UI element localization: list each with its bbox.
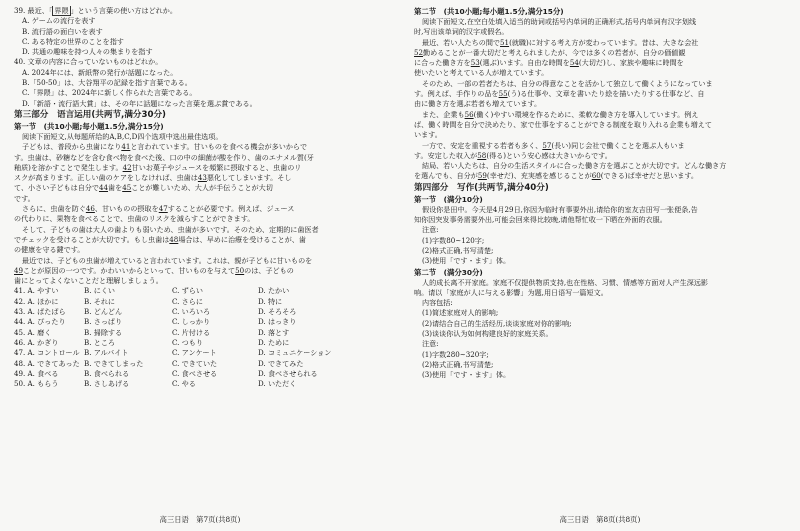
- left-page: [14, 6, 386, 525]
- content-item: (3)谈谈你认为如何构建良好的家庭关系。: [422, 329, 553, 339]
- option-row: 43. A. ぱたぱら B. どんどん C. いろいろ D. そろそろ: [14, 307, 297, 317]
- instructions: 阅读下面短文,在空白处填入适当的助词或括号内单词的正确形式,括号内单词有汉字划线: [422, 17, 697, 26]
- fill-passage: 最近、若い人たちの間で51(就職)に対する考え方が変わっています。昔は、大きな会社 52勤めることが一番大切だと考えられましたが、今では多くの若者が、自分の価値観 に合った働き方を53(選ぶ)います。自由な時間を54(大切だ)し、家族や趣味に時間を 使いたいと考えている人が増えています。 そのため、一部の若者たちは、自分の得意なことを活かして独立して働くようになっていま す。例えば、手作りの品を55(う)る仕事や、文章を書いたり絵を描いたりする仕事など、自 由に働き方を選ぶ若者も増えています。 また、企業も56(働く)やすい環境を作るために、柔軟な働き方を導入しています。例え ば、働く時間を自分で決めたり、家で仕事をすることができる制度を取り入れる企業も増えて います。 一方で、安定を重視する若者も多く、57(長い)同じ会社で働くことを選ぶ人もいま す。安定した収入が58(得る)という安心感は大きいからです。 結局、若い人たちは、自分の生活スタイルに合った働き方を選ぶことが大切です。どんな働き方 を選んでも、自分が59(幸せだ)、充実感を感じることが60(できる)ば幸せだと思います。: [414, 37, 727, 181]
- question-40: 40. 文章の内容に合っていないものはどれか。: [14, 57, 163, 67]
- q40-option: C.「界隈」は、2024年に新しく作られた言葉である。: [22, 88, 197, 98]
- note-item: (2)格式正确,书写清楚;: [422, 245, 494, 255]
- q40-option: B.「50-50」は、大谷翔平の記録を指す言葉である。: [22, 78, 192, 88]
- option-row: 45. A. 磨く B. 掃除する C. 片付ける D. 落とす: [14, 327, 290, 337]
- writing1-heading: 第一节 (满分10分): [414, 194, 483, 204]
- option-row: 42. A. ほかに B. それに C. さらに D. 特に: [14, 296, 283, 306]
- note-item: (1)字数80~120字;: [422, 235, 485, 245]
- option-row: 44. A. ぴったり B. さっぱり C. しっかり D. はっきり: [14, 317, 297, 327]
- q39-option: A. ゲームの流行を表す: [22, 16, 96, 26]
- q40-option: D.「新語・流行語大賞」は、その年に話題になった言葉を選ぶ賞である。: [22, 98, 257, 108]
- right-page: [414, 6, 786, 525]
- page-footer: 高三日语 第7页(共8页): [159, 515, 241, 524]
- page-footer: 高三日语 第8页(共8页): [559, 515, 641, 524]
- option-row: 47. A. コントロール B. アルバイト C. アンケート D. コミュニケーション: [14, 348, 332, 358]
- content-item: (1)简述家庭对人的影响;: [422, 308, 499, 318]
- note-item: (3)使用「です・ます」体。: [422, 256, 511, 266]
- option-row: 41. A. やすい B. にくい C. ずらい D. たかい: [14, 286, 290, 296]
- note-item: (3)使用「です・ます」体。: [422, 370, 511, 380]
- content-item: (2)请结合自己的生活经历,谈谈家庭对你的影响;: [422, 318, 572, 328]
- option-row: 50. A. もらう B. さしあげる C. やる D. いただく: [14, 379, 297, 389]
- boxed-word: 界隈: [54, 6, 69, 15]
- writing2-heading: 第二节 (满分30分): [414, 267, 483, 277]
- option-row: 46. A. かぎり B. ところ C. つもり D. ために: [14, 337, 290, 347]
- q40-option: A. 2024年には、新紙幣の発行が話題になった。: [22, 67, 178, 77]
- section1-heading: 第一节 (共10小题;每小题1.5分,满分15分): [14, 121, 164, 131]
- writing1-text: 假设你是田中。今天是4月29日,你因为临时有事要外出,请给你的室友吉田写一张便条,告: [422, 204, 698, 214]
- question-39: 39. 最近、「 界隈 」という言葉の使い方はどれか。: [14, 6, 177, 15]
- instructions: 阅读下面短文,从每题所给的A,B,C,D四个选项中选出最佳选项。: [22, 131, 223, 141]
- part4-heading: 第四部分 写作(共两节,满分40分): [414, 182, 549, 193]
- option-row: 49. A. 食べる B. 食べられる C. 食べさせる D. 食べさせられる: [14, 368, 318, 378]
- part3-heading: 第三部分 语言运用(共两节,满分30分): [14, 109, 166, 120]
- notes-label: 注意:: [422, 225, 439, 235]
- note-item: (2)格式正确,书写清楚;: [422, 359, 494, 369]
- q39-option: D. 共通の趣味を持つ人々の集まりを指す: [22, 47, 153, 57]
- content-label: 内容包括:: [422, 298, 453, 308]
- option-row: 48. A. できてあった B. できてしまった C. できていた D. できてみた: [14, 358, 304, 368]
- writing2-text: 人的成长离不开家庭。家庭不仅提供物质支持,也在性格、习惯、情感等方面对人产生深远影: [422, 277, 709, 287]
- writing1-text: 知你因突发事务需要外出,可能会回来得比较晚,请他帮忙收一下晒在外面的衣服。: [414, 215, 667, 225]
- passage: 子どもは、普段から虫歯になり41と言われています。甘いものを食べる機会が多いからで す。虫歯は、砂糖などを含む食べ物を食べた後、口の中の細菌が酸を作り、歯のエナメル質(牙 釉质)を溶かすことで発生します。42甘いお菓子やジュースを頻繁に摂取すると、虫歯のリ スクが高まります。正しい歯のケアをしなければ、虫歯は43悪化してしまいます。そし て、小さい子どもは自分で44歯を45ことが難しいため、大人が手伝うことが大切 です。 さらに、虫歯を防ぐ46、甘いものの摂取を47することが必要です。例えば、ジュース の代わりに、果物を食べることで、虫歯のリスクを減らすことができます。 そして、子どもの歯は大人の歯よりも弱いため、虫歯が多いです。そのため、定期的に歯医者 でチェックを受けることが大切です。もし虫歯は48場合は、早めに治療を受けることが、歯 の健康を守る鍵です。 最近では、子どもの虫歯が増えていると言われています。これは、親が子どもに甘いものを 49ことが原因の一つです。かわいいからといって、甘いものを与えて50のは、子どもの 歯にとってよくないことだと理解しましょう。: [14, 142, 319, 286]
- section2-heading: 第二节 (共10小题;每小题1.5分,满分15分): [414, 7, 564, 16]
- q39-option: B. 流行語の面白いを表す: [22, 26, 103, 36]
- q39-option: C. ある特定の世界のことを指す: [22, 36, 124, 46]
- instructions: 时,写出该单词的汉字或假名。: [414, 27, 509, 37]
- note-item: (1)字数280~320字;: [422, 349, 489, 359]
- notes-label: 注意:: [422, 339, 439, 349]
- answer-options: [14, 286, 386, 389]
- writing2-text: 响。请以「家庭が人に与える影響」为题,用日语写一篇短文。: [414, 287, 608, 297]
